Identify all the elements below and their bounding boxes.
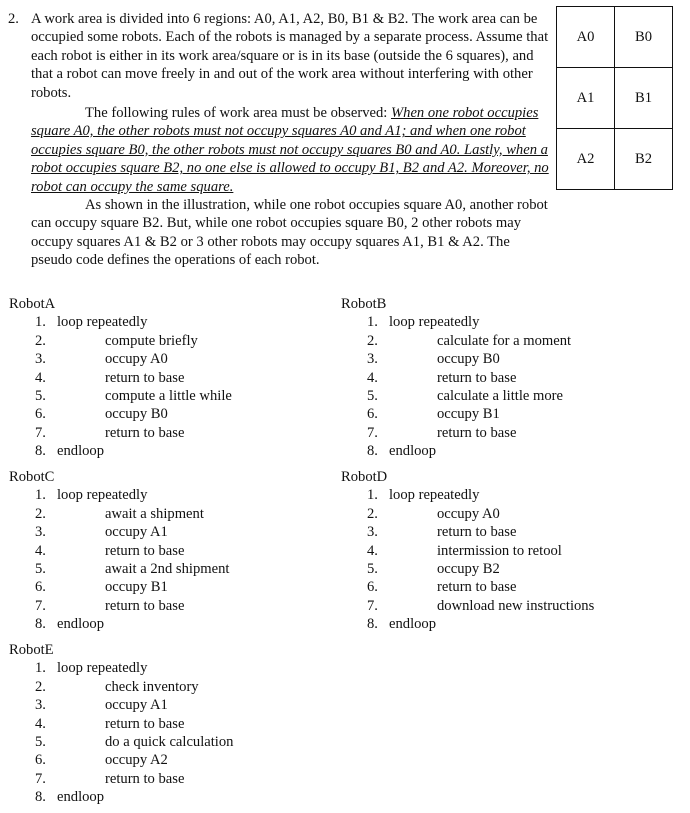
line-number: 1.: [367, 487, 378, 504]
code-line: endloop: [389, 616, 437, 633]
square-a1: A1: [557, 68, 615, 129]
line-number: 2.: [367, 505, 378, 522]
robot-name: RobotD: [341, 469, 388, 485]
code-line: occupy B0: [437, 351, 500, 368]
line-number: 7.: [35, 770, 46, 787]
line-number: 5.: [367, 388, 378, 404]
line-number: 8.: [35, 616, 46, 633]
code-line: loop repeatedly: [389, 487, 480, 504]
code-line: occupy A0: [105, 351, 168, 368]
code-line: endloop: [57, 443, 105, 460]
line-number: 6.: [35, 406, 46, 423]
code-line: intermission to retool: [437, 542, 562, 559]
line-number: 8.: [35, 789, 46, 806]
line-number: 6.: [367, 579, 378, 596]
code-line: await a 2nd shipment: [105, 561, 230, 577]
code-line: loop repeatedly: [57, 314, 148, 331]
problem-paragraph-3: [31, 196, 553, 270]
line-number: 1.: [35, 314, 46, 331]
illustration-text: As shown in the illustration, while one robot occupies square A0, another robot can occupy square B2. But, while one robot occupies square B0, 2 other robots may occupy squares A1 & B2 or 3 other robots may occupy squares A1, B1 & A2. The pseudo code defines the operations of each robot.: [31, 197, 548, 269]
line-number: 6.: [35, 579, 46, 596]
square-b0: B0: [615, 7, 673, 68]
line-number: 6.: [367, 406, 378, 423]
line-number: 8.: [367, 616, 378, 633]
code-line: occupy B0: [105, 406, 168, 423]
line-number: 2.: [35, 678, 46, 695]
line-number: 4.: [367, 369, 378, 386]
code-line: compute briefly: [105, 332, 198, 349]
square-a0: A0: [557, 7, 615, 68]
code-line: endloop: [57, 616, 105, 633]
line-number: 5.: [35, 561, 46, 577]
line-number: 2.: [35, 332, 46, 349]
line-number: 7.: [35, 597, 46, 614]
line-number: 5.: [35, 388, 46, 404]
problem-paragraph-2: [31, 104, 553, 196]
code-line: endloop: [389, 443, 437, 460]
line-number: 2.: [367, 332, 378, 349]
code-line: do a quick calculation: [105, 734, 234, 750]
line-number: 1.: [35, 660, 46, 677]
code-line: return to base: [437, 424, 517, 441]
line-number: 3.: [35, 351, 46, 368]
line-number: 4.: [35, 542, 46, 559]
code-line: occupy A1: [105, 697, 168, 714]
code-line: calculate for a moment: [437, 332, 572, 349]
code-line: occupy B2: [437, 561, 500, 577]
code-line: occupy A1: [105, 524, 168, 541]
code-line: occupy B1: [105, 579, 168, 596]
square-b2: B2: [615, 129, 673, 190]
code-line: await a shipment: [105, 505, 204, 522]
question-number: 2.: [8, 11, 19, 27]
line-number: 2.: [35, 505, 46, 522]
problem-paragraph-1: A work area is divided into 6 regions: A0, A1, A2, B0, B1 & B2. The work area can be occupied some robots. Each of the robots is managed by a separate process. Assume that each robot is either in its work area/square or is in its base (outside the 6 squares), and that a robot can move freely in and out of the work area without interfering with other robots.: [31, 11, 549, 101]
code-line: occupy B1: [437, 406, 500, 423]
line-number: 8.: [367, 443, 378, 460]
code-line: return to base: [437, 579, 517, 596]
line-number: 1.: [367, 314, 378, 331]
line-number: 3.: [35, 524, 46, 541]
line-number: 4.: [35, 369, 46, 386]
code-line: return to base: [105, 597, 185, 614]
code-line: return to base: [105, 369, 185, 386]
line-number: 4.: [367, 542, 378, 559]
square-a2: A2: [557, 129, 615, 190]
line-number: 3.: [35, 697, 46, 714]
code-line: compute a little while: [105, 388, 232, 404]
line-number: 7.: [367, 424, 378, 441]
line-number: 3.: [367, 524, 378, 541]
square-b1: B1: [615, 68, 673, 129]
code-line: return to base: [437, 369, 517, 386]
line-number: 7.: [35, 424, 46, 441]
robot-name: RobotA: [9, 296, 56, 312]
work-area-grid: [556, 6, 673, 190]
line-number: 5.: [367, 561, 378, 577]
code-line: loop repeatedly: [57, 487, 148, 504]
robot-name: RobotB: [341, 296, 387, 312]
code-line: return to base: [437, 524, 517, 541]
code-line: loop repeatedly: [57, 660, 148, 677]
line-number: 7.: [367, 597, 378, 614]
code-line: occupy A2: [105, 752, 168, 769]
code-line: check inventory: [105, 678, 199, 695]
line-number: 4.: [35, 715, 46, 732]
line-number: 1.: [35, 487, 46, 504]
line-number: 8.: [35, 443, 46, 460]
robot-name: RobotC: [9, 469, 55, 485]
code-line: endloop: [57, 789, 105, 806]
code-line: return to base: [105, 770, 185, 787]
rules-intro: The following rules of work area must be observed:: [85, 105, 391, 121]
rules-text: When one robot occupies square A0, the other robots must not occupy squares A0 and A1; and when one robot occupies square B0, the other robots must not occupy squares B0 and A0. Lastly, when a robot occupies square B2, no one else is allowed to occupy B1, B2 and A2. Moreover, no robot can occupy the same square.: [31, 105, 549, 195]
code-line: occupy A0: [437, 505, 500, 522]
code-line: return to base: [105, 715, 185, 732]
robot-name: RobotE: [9, 642, 54, 658]
code-line: return to base: [105, 424, 185, 441]
code-line: loop repeatedly: [389, 314, 480, 331]
line-number: 5.: [35, 734, 46, 750]
line-number: 3.: [367, 351, 378, 368]
code-line: return to base: [105, 542, 185, 559]
line-number: 6.: [35, 752, 46, 769]
code-line: calculate a little more: [437, 388, 564, 404]
code-line: download new instructions: [437, 597, 595, 614]
